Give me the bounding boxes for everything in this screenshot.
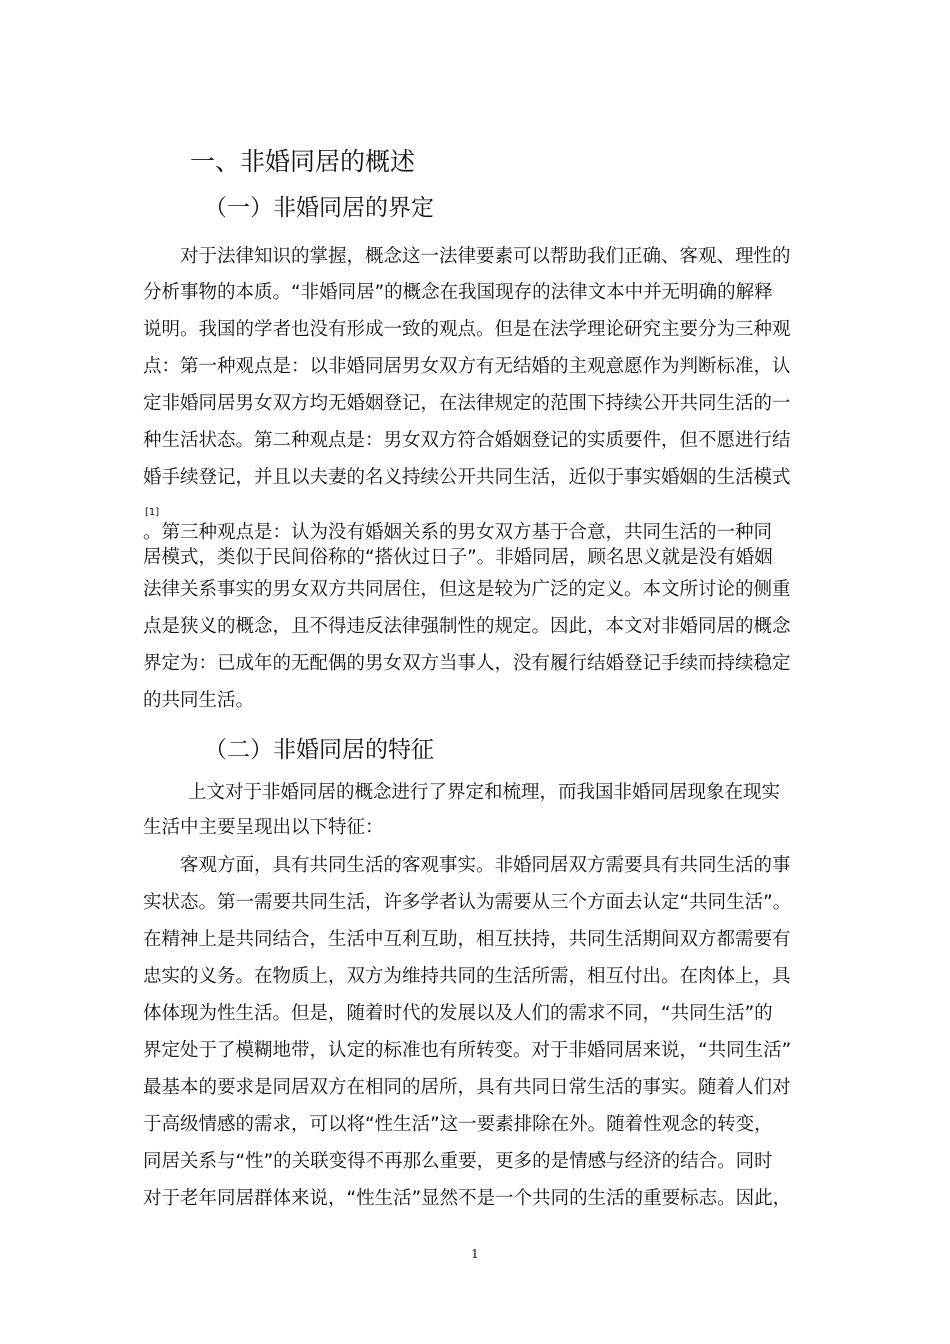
section-heading-definition: （一）非婚同居的界定 <box>204 195 434 221</box>
paragraph-line: 的共同生活。 <box>143 690 255 711</box>
paragraph-line: 于高级情感的需求，可以将“性生活”这一要素排除在外。随着性观念的转变， <box>143 1114 773 1135</box>
paragraph-line: 种生活状态。第二种观点是：男女双方符合婚姻登记的实质要件，但不愿进行结 <box>143 430 791 451</box>
paragraph-line: 忠实的义务。在物质上，双方为维持共同的生活所需，相互付出。在肉体上，具 <box>143 966 791 987</box>
section-heading-features: （二）非婚同居的特征 <box>204 737 434 763</box>
paragraph-line: 对于老年同居群体来说，“性生活”显然不是一个共同的生活的重要标志。因此， <box>143 1188 792 1209</box>
paragraph-line: 客观方面，具有共同生活的客观事实。非婚同居双方需要具有共同生活的事 <box>180 855 791 876</box>
paragraph-line: 婚手续登记，并且以夫妻的名义持续公开共同生活，近似于事实婚姻的生活模式 <box>143 467 791 488</box>
paragraph-line: 上文对于非婚同居的概念进行了界定和梳理，而我国非婚同居现象在现实 <box>188 782 781 803</box>
paragraph-line: 法律关系事实的男女双方共同居住，但这是较为广泛的定义。本文所讨论的侧重 <box>143 579 791 600</box>
paragraph-line: 居模式，类似于民间俗称的“搭伙过日子”。非婚同居，顾名思义就是没有婚姻 <box>143 547 773 568</box>
paragraph-line: 界定为：已成年的无配偶的男女双方当事人，没有履行结婚登记手续而持续稳定 <box>143 653 791 674</box>
paragraph-line: 。第三种观点是：认为没有婚姻关系的男女双方基于合意，共同生活的一种同 <box>143 522 773 543</box>
paragraph-line: 对于法律知识的掌握，概念这一法律要素可以帮助我们正确、客观、理性的 <box>180 246 791 267</box>
citation-reference[interactable]: [1] <box>145 507 160 518</box>
paragraph-line: 实状态。第一需要共同生活，许多学者认为需要从三个方面去认定“共同生活”。 <box>143 892 792 913</box>
paragraph-line: 在精神上是共同结合，生活中互利互助，相互扶持，共同生活期间双方都需要有 <box>143 929 791 950</box>
paragraph-line: 点是狭义的概念，且不得违反法律强制性的规定。因此，本文对非婚同居的概念 <box>143 616 791 637</box>
page-number: 1 <box>471 1247 479 1261</box>
paragraph-line: 最基本的要求是同居双方在相同的居所，具有共同日常生活的事实。随着人们对 <box>143 1077 791 1098</box>
paragraph-line: 定非婚同居男女双方均无婚姻登记，在法律规定的范围下持续公开共同生活的一 <box>143 393 791 414</box>
paragraph-line: 界定处于了模糊地带，认定的标准也有所转变。对于非婚同居来说，“共同生活” <box>143 1040 792 1061</box>
paragraph-line: 同居关系与“性”的关联变得不再那么重要，更多的是情感与经济的结合。同时 <box>143 1151 773 1172</box>
paragraph-line: 生活中主要呈现出以下特征： <box>143 817 384 838</box>
paragraph-line: 体体现为性生活。但是，随着时代的发展以及人们的需求不同，“共同生活”的 <box>143 1003 773 1024</box>
paragraph-line: 分析事物的本质。“非婚同居”的概念在我国现存的法律文本中并无明确的解释 <box>143 282 773 303</box>
paragraph-line: 说明。我国的学者也没有形成一致的观点。但是在法学理论研究主要分为三种观 <box>143 319 791 340</box>
paragraph-line: 点：第一种观点是：以非婚同居男女双方有无结婚的主观意愿作为判断标准，认 <box>143 356 791 377</box>
chapter-heading: 一、非婚同居的概述 <box>190 147 416 176</box>
